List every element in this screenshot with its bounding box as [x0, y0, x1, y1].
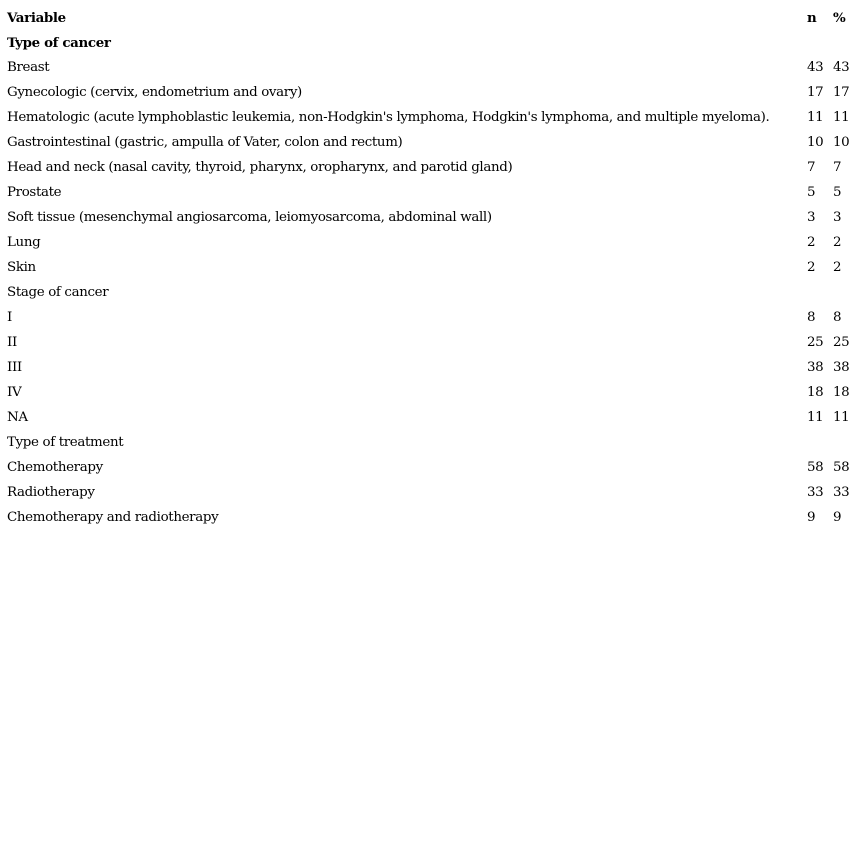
- table-row: [7, 155, 853, 180]
- table-body: [7, 30, 853, 530]
- table-header-row: [7, 5, 853, 30]
- row-label: Soft tissue (mesenchymal angiosarcoma, leiomyosarcoma, abdominal wall): [7, 210, 492, 225]
- row-percent-value: 33: [833, 485, 850, 500]
- row-n-value: 5: [807, 185, 816, 200]
- row-n-value: 38: [807, 360, 824, 375]
- row-percent-value: 11: [833, 110, 850, 125]
- table-row: [7, 430, 853, 455]
- row-n-value: 2: [807, 260, 816, 275]
- row-percent-value: 5: [833, 185, 842, 200]
- data-table: [7, 5, 853, 530]
- table-row: [7, 80, 853, 105]
- table-row: [7, 480, 853, 505]
- header-variable: Variable: [7, 9, 66, 26]
- table-row: [7, 130, 853, 155]
- row-label: Gastrointestinal (gastric, ampulla of Vater, colon and rectum): [7, 135, 403, 150]
- table-row: [7, 405, 853, 430]
- table-row: [7, 55, 853, 80]
- table-row: [7, 455, 853, 480]
- row-n-value: [807, 280, 833, 305]
- row-label: Type of treatment: [7, 435, 124, 450]
- row-percent-value: 10: [833, 135, 850, 150]
- row-percent-value: 11: [833, 410, 850, 425]
- row-label: Stage of cancer: [7, 285, 109, 300]
- row-label: Lung: [7, 235, 41, 250]
- row-percent-value: 17: [833, 85, 850, 100]
- row-n-value: 33: [807, 485, 824, 500]
- row-percent-value: [833, 430, 853, 455]
- table-row: [7, 105, 853, 130]
- table-row: [7, 30, 853, 55]
- row-percent-value: 7: [833, 160, 842, 175]
- row-percent-value: 43: [833, 60, 850, 75]
- row-n-value: 11: [807, 110, 824, 125]
- header-n: n: [807, 9, 817, 26]
- row-label: Radiotherapy: [7, 485, 95, 500]
- row-percent-value: [833, 280, 853, 305]
- row-percent-value: 38: [833, 360, 850, 375]
- table-row: [7, 255, 853, 280]
- row-n-value: 9: [807, 510, 816, 525]
- row-n-value: 58: [807, 460, 824, 475]
- row-n-value: 10: [807, 135, 824, 150]
- row-n-value: 3: [807, 210, 816, 225]
- row-label: Head and neck (nasal cavity, thyroid, pharynx, oropharynx, and parotid gland): [7, 160, 513, 175]
- row-percent-value: 8: [833, 310, 842, 325]
- row-n-value: 2: [807, 235, 816, 250]
- row-n-value: [807, 430, 833, 455]
- row-label: Gynecologic (cervix, endometrium and ovary): [7, 85, 302, 100]
- row-n-value: [807, 30, 833, 55]
- row-label: III: [7, 360, 22, 375]
- row-percent-value: 2: [833, 235, 842, 250]
- row-n-value: 8: [807, 310, 816, 325]
- table-row: [7, 280, 853, 305]
- table-row: [7, 355, 853, 380]
- row-percent-value: 3: [833, 210, 842, 225]
- table-row: [7, 330, 853, 355]
- row-label: II: [7, 335, 17, 350]
- row-percent-value: 2: [833, 260, 842, 275]
- row-n-value: 17: [807, 85, 824, 100]
- row-n-value: 11: [807, 410, 824, 425]
- row-label: NA: [7, 410, 28, 425]
- row-n-value: 25: [807, 335, 824, 350]
- row-label: IV: [7, 385, 22, 400]
- row-percent-value: [833, 30, 853, 55]
- row-percent-value: 25: [833, 335, 850, 350]
- row-n-value: 7: [807, 160, 816, 175]
- header-percent: %: [833, 9, 846, 26]
- table-row: [7, 305, 853, 330]
- row-label: Skin: [7, 260, 36, 275]
- row-label: Type of cancer: [7, 34, 111, 51]
- row-label: Hematologic (acute lymphoblastic leukemia, non-Hodgkin's lymphoma, Hodgkin's lymphoma, and multiple myeloma).: [7, 110, 770, 125]
- row-label: I: [7, 310, 12, 325]
- row-percent-value: 58: [833, 460, 850, 475]
- table-row: [7, 505, 853, 530]
- row-label: Prostate: [7, 185, 62, 200]
- table-row: [7, 230, 853, 255]
- table-row: [7, 205, 853, 230]
- row-label: Breast: [7, 60, 50, 75]
- row-label: Chemotherapy: [7, 460, 103, 475]
- row-percent-value: 18: [833, 385, 850, 400]
- table-row: [7, 380, 853, 405]
- row-label: Chemotherapy and radiotherapy: [7, 510, 219, 525]
- row-n-value: 18: [807, 385, 824, 400]
- table-row: [7, 180, 853, 205]
- row-percent-value: 9: [833, 510, 842, 525]
- row-n-value: 43: [807, 60, 824, 75]
